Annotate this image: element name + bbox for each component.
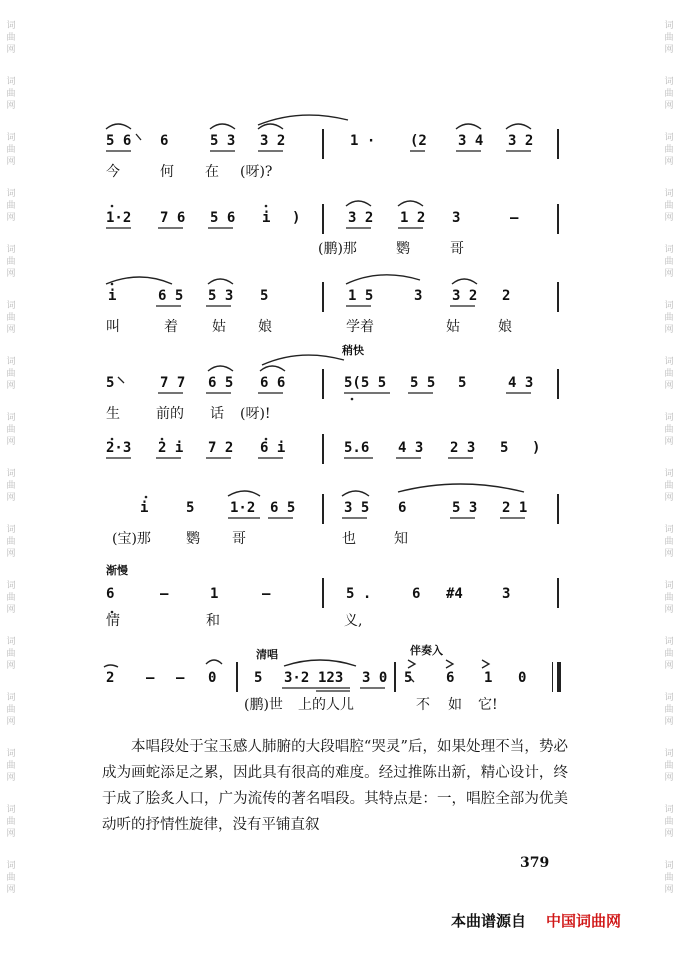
lyric: 情	[106, 613, 120, 629]
note: 0	[208, 670, 217, 686]
note: 7 2	[208, 440, 234, 456]
watermark-text: 词曲网	[664, 189, 674, 223]
note: 1 2	[400, 210, 426, 226]
lyric: 姑	[446, 319, 460, 335]
note: 2	[502, 288, 511, 304]
note: 5 3	[208, 288, 234, 304]
lyric: (宝)那	[112, 531, 151, 547]
watermark-text: 词曲网	[6, 189, 16, 223]
watermark-text: 词曲网	[664, 245, 674, 279]
watermark-text: 词曲网	[6, 413, 16, 447]
note: 5 3	[210, 133, 236, 149]
note: 3	[414, 288, 423, 304]
watermark-text: 词曲网	[664, 21, 674, 55]
note: 6	[412, 586, 421, 602]
note: 3 2	[348, 210, 374, 226]
note: 6 5	[208, 375, 234, 391]
note: 1 5	[348, 288, 374, 304]
note: 3 2	[452, 288, 478, 304]
note: 6 i	[260, 440, 286, 456]
lyric: 和	[206, 613, 220, 629]
watermark-text: 词曲网	[6, 133, 16, 167]
lyric: (呀)?	[240, 164, 273, 180]
watermark-text: 词曲网	[664, 357, 674, 391]
note: 5 6	[210, 210, 236, 226]
slur	[346, 275, 420, 284]
commentary-paragraph: 本唱段处于宝玉感人肺腑的大段唱腔“哭灵”后，如果处理不当，势必成为画蛇添足之累，因此具有很高的难度。经过推陈出新，精心设计，终于成了脍炙人口，广为流传的著名唱段。其特点是：一，唱腔全部为优美动听的抒情性旋律，没有平铺直叙	[102, 739, 568, 833]
slur	[456, 124, 481, 129]
note: i	[262, 210, 271, 226]
lyric: 哥	[232, 531, 246, 547]
watermark-text: 词曲网	[664, 77, 674, 111]
watermark-text: 词曲网	[6, 77, 16, 111]
tie	[262, 355, 344, 365]
slur	[506, 124, 531, 129]
note: 1·2	[230, 500, 256, 516]
note: (2	[410, 133, 427, 149]
note: i	[140, 500, 149, 516]
note: 6	[398, 500, 407, 516]
slur	[104, 665, 118, 667]
slur	[210, 124, 235, 129]
note: 0	[518, 670, 527, 686]
slur	[346, 201, 371, 206]
note: 3	[452, 210, 461, 226]
watermark-text: 词曲网	[664, 805, 674, 839]
lyric: 学着	[346, 319, 374, 335]
watermark-text: 词曲网	[664, 693, 674, 727]
lyric: (鹏)那	[318, 241, 357, 257]
source-label: 本曲谱源自	[451, 912, 527, 930]
note: i	[108, 288, 117, 304]
note: 5 .	[346, 586, 372, 602]
watermark-text: 词曲网	[664, 413, 674, 447]
note: 3	[502, 586, 511, 602]
lyric: 生	[106, 406, 120, 422]
lyric: 如	[448, 697, 462, 713]
note: 1·2	[106, 210, 132, 226]
note: 3 4	[458, 133, 484, 149]
watermark-text: 词曲网	[664, 861, 674, 895]
breath-mark	[136, 134, 141, 140]
slur	[258, 124, 283, 129]
accent	[482, 660, 489, 668]
slur	[452, 279, 477, 284]
lyric: 知	[394, 531, 408, 547]
note: 6	[446, 670, 455, 686]
note: 2 3	[450, 440, 476, 456]
note: 123	[318, 670, 344, 686]
tempo-mark-faster: 稍快	[342, 344, 364, 357]
slur	[228, 491, 260, 496]
slur	[208, 366, 233, 371]
watermark-text: 词曲网	[664, 581, 674, 615]
note: –	[146, 670, 155, 686]
slur	[106, 124, 131, 129]
note: 1 ·	[350, 133, 376, 149]
fermata	[206, 660, 222, 664]
lyric: 话	[210, 406, 224, 422]
note: 6 6	[260, 375, 286, 391]
source-credit[interactable]	[451, 910, 621, 931]
note: –	[160, 586, 169, 602]
lyric: 上的人儿	[298, 697, 354, 713]
note: –	[510, 210, 519, 226]
lyric: 鹦	[186, 531, 200, 547]
note: 2 i	[158, 440, 184, 456]
note: 5	[254, 670, 263, 686]
note: 6 5	[270, 500, 296, 516]
note: 2 1	[502, 500, 528, 516]
note: 3 5	[344, 500, 370, 516]
note: 6	[106, 586, 115, 602]
watermark-text: 词曲网	[664, 525, 674, 559]
commentary-text	[102, 734, 568, 838]
note: 2	[106, 670, 115, 686]
note: 7 7	[160, 375, 186, 391]
site-name[interactable]: 中国词曲网	[546, 912, 622, 930]
note: 5 5	[410, 375, 436, 391]
lyric: 在	[205, 164, 219, 180]
watermark-text: 词曲网	[6, 357, 16, 391]
tempo-mark-slowing: 渐慢	[106, 564, 128, 577]
lyric: 娘	[258, 319, 272, 335]
lyric: 今	[106, 164, 120, 180]
watermark-text: 词曲网	[6, 469, 16, 503]
watermark-text: 词曲网	[6, 693, 16, 727]
watermark-text: 词曲网	[6, 581, 16, 615]
page-number: 379	[520, 855, 550, 871]
watermark-text: 词曲网	[664, 749, 674, 783]
note: #4	[446, 586, 463, 602]
lyric: 叫	[106, 319, 120, 335]
note: 1	[210, 586, 219, 602]
lyric: 娘	[498, 319, 512, 335]
note: 5(5 5	[344, 375, 387, 391]
note: 4 3	[508, 375, 534, 391]
lyric: 鹦	[396, 241, 410, 257]
note: 3 2	[508, 133, 534, 149]
note: 6	[160, 133, 169, 149]
slur	[208, 279, 233, 284]
note: 4 3	[398, 440, 424, 456]
lyric: 它!	[478, 697, 498, 713]
note: 6 5	[158, 288, 184, 304]
note: 5.6	[344, 440, 370, 456]
watermark-text: 词曲网	[664, 637, 674, 671]
watermark-text: 词曲网	[6, 21, 16, 55]
lyric: 义,	[344, 613, 363, 629]
note: –	[262, 586, 271, 602]
watermark-text: 词曲网	[6, 861, 16, 895]
breath-mark	[118, 377, 124, 383]
lyric: 不	[416, 697, 430, 713]
note: 3·2	[284, 670, 310, 686]
lyric: (鹏)世	[244, 697, 283, 713]
lyric: 前的	[156, 406, 184, 422]
note: 3 2	[260, 133, 286, 149]
mark-a-cappella: 清唱	[256, 648, 278, 661]
lyric: 哥	[450, 241, 464, 257]
breath-mark	[408, 676, 414, 682]
watermark-text: 词曲网	[664, 469, 674, 503]
tie	[398, 484, 524, 492]
watermark-text: 词曲网	[6, 245, 16, 279]
watermark-text: 词曲网	[6, 749, 16, 783]
slur	[342, 491, 369, 496]
accent	[446, 660, 453, 668]
watermark-text: 词曲网	[6, 301, 16, 335]
note: 3 0	[362, 670, 388, 686]
lyric: (呀)!	[240, 406, 271, 422]
slur	[284, 660, 356, 666]
note: 5	[404, 670, 413, 686]
accent	[408, 660, 415, 668]
note: 5 3	[452, 500, 478, 516]
note: –	[176, 670, 185, 686]
note: 7 6	[160, 210, 186, 226]
watermark-text: 词曲网	[664, 301, 674, 335]
note: 5 6	[106, 133, 132, 149]
lyric: 何	[160, 164, 174, 180]
note: 1	[484, 670, 493, 686]
lyric: 姑	[212, 319, 226, 335]
note: 5	[260, 288, 269, 304]
note: 2·3	[106, 440, 132, 456]
mark-accompaniment-enters: 伴奏入	[410, 644, 443, 657]
slur	[260, 366, 285, 371]
note: 5	[106, 375, 115, 391]
slur	[106, 277, 172, 284]
watermark-text: 词曲网	[6, 637, 16, 671]
slur	[398, 201, 423, 206]
watermark-text: 词曲网	[664, 133, 674, 167]
lyric: 也	[342, 531, 356, 547]
note: 5	[458, 375, 467, 391]
note: )	[292, 210, 301, 226]
note: 5	[186, 500, 195, 516]
note: )	[532, 440, 541, 456]
watermark-text: 词曲网	[6, 525, 16, 559]
note: 5	[500, 440, 509, 456]
watermark-text: 词曲网	[6, 805, 16, 839]
lyric: 着	[164, 319, 178, 335]
